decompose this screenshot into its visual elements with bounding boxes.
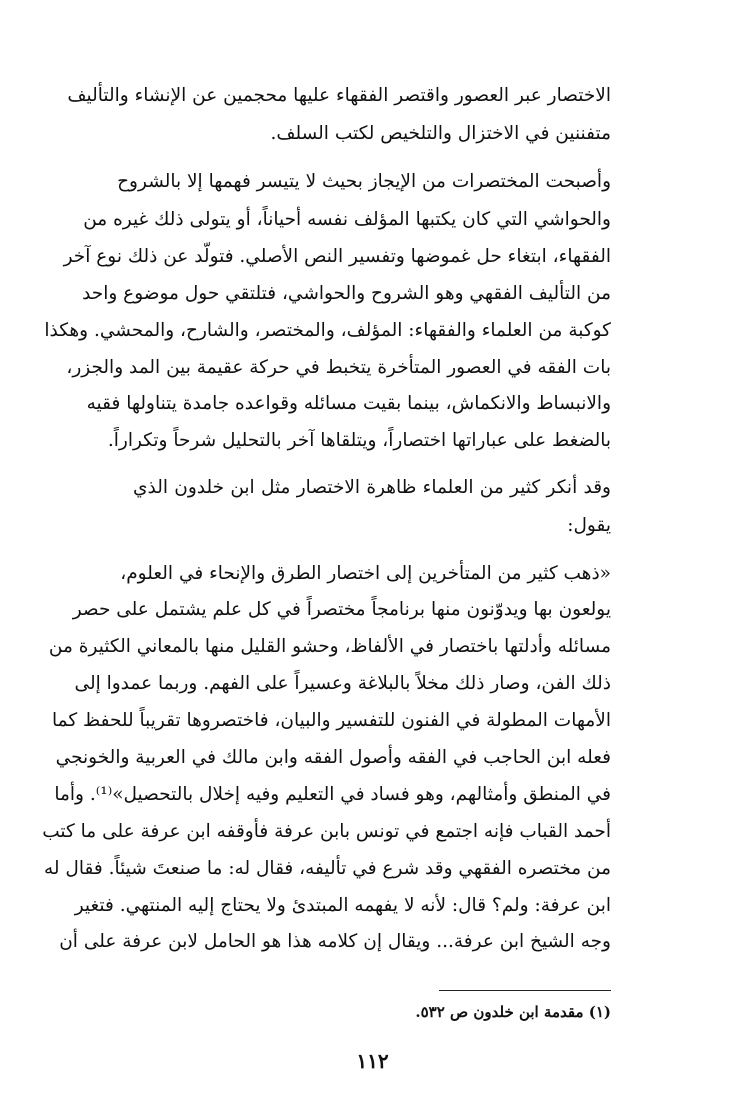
quote-line-3: مسائله وأدلتها باختصار في الألفاظ، وحشو القليل منها بالمعاني الكثيرة من xyxy=(48,636,611,657)
quote-line-2: يولعون بها ويدوّنون منها برنامجاً مختصراً في كل علم يشتمل على حصر xyxy=(72,599,611,620)
body-line-3: وأصبحت المختصرات من الإيجاز بحيث لا يتيسر فهمها إلا بالشروح xyxy=(117,171,611,192)
body-line-22: ابن عرفة: ولم؟ قال: لأنه لا يفهمه المبتدئ ولا يحتاج إليه المنتهي. فتغير xyxy=(74,895,611,916)
body-line-7: كوكبة من العلماء والفقهاء: المؤلف، والمختصر، والشارح، والمحشي. وهكذا xyxy=(44,320,611,341)
body-line-5: الفقهاء، ابتغاء حل غموضها وتفسير النص الأصلي. فتولّد عن ذلك نوع آخر xyxy=(63,246,611,267)
body-line-1: الاختصار عبر العصور واقتصر الفقهاء عليها محجمين عن الإنشاء والتأليف xyxy=(67,85,611,106)
body-line-23: وجه الشيخ ابن عرفة... ويقال إن كلامه هذا هو الحامل لابن عرفة على أن xyxy=(59,931,611,952)
body-line-12: يقول: xyxy=(567,515,611,536)
quote-line-1: «ذهب كثير من المتأخرين إلى اختصار الطرق والإنحاء في العلوم، xyxy=(120,563,611,584)
body-line-8: بات الفقه في العصور المتأخرة يتخبط في حركة عقيمة بين المد والجزر، xyxy=(66,357,611,378)
quote-line-5: الأمهات المطولة في الفنون للتفسير والبيان، فاختصروها تقريباً للحفظ كما xyxy=(52,710,611,731)
quote-line-7: في المنطق وأمثالهم، وهو فساد في التعليم وفيه إخلال بالتحصيل»⁽¹⁾. وأما xyxy=(54,784,611,805)
quote-line-6: فعله ابن الحاجب في الفقه وأصول الفقه وابن مالك في العربية والخونجي xyxy=(55,747,611,768)
body-line-11: وقد أنكر كثير من العلماء ظاهرة الاختصار مثل ابن خلدون الذي xyxy=(133,477,611,498)
body-line-9: والانبساط والانكماش، بينما بقيت مسائله وقواعده جامدة يتناولها فقيه xyxy=(86,393,611,414)
quote-line-4: ذلك الفن، وصار ذلك مخلاً بالبلاغة وعسيراً على الفهم. وربما عمدوا إلى xyxy=(74,673,611,694)
body-line-4: والحواشي التي كان يكتبها المؤلف نفسه أحياناً، أو يتولى ذلك غيره من xyxy=(83,209,611,230)
body-line-6: من التأليف الفقهي وهو الشروح والحواشي، فتلتقي حول موضوع واحد xyxy=(82,283,611,304)
body-line-10: بالضغط على عباراتها اختصاراً، ويتلقاها آخر بالتحليل شرحاً وتكراراً. xyxy=(107,430,611,451)
footnote-separator xyxy=(439,990,611,991)
footnote: (١) مقدمة ابن خلدون ص ٥٣٢. xyxy=(415,1003,611,1021)
page-number: ١١٢ xyxy=(356,1049,389,1073)
body-line-21: من مختصره الفقهي وقد شرع في تأليفه، فقال له: ما صنعتَ شيئاً. فقال له xyxy=(43,858,611,879)
body-line-2: متفننين في الاختزال والتلخيص لكتب السلف. xyxy=(270,123,611,144)
body-line-20: أحمد القباب فإنه اجتمع في تونس بابن عرفة فأوقفه ابن عرفة على ما كتب xyxy=(42,821,611,842)
